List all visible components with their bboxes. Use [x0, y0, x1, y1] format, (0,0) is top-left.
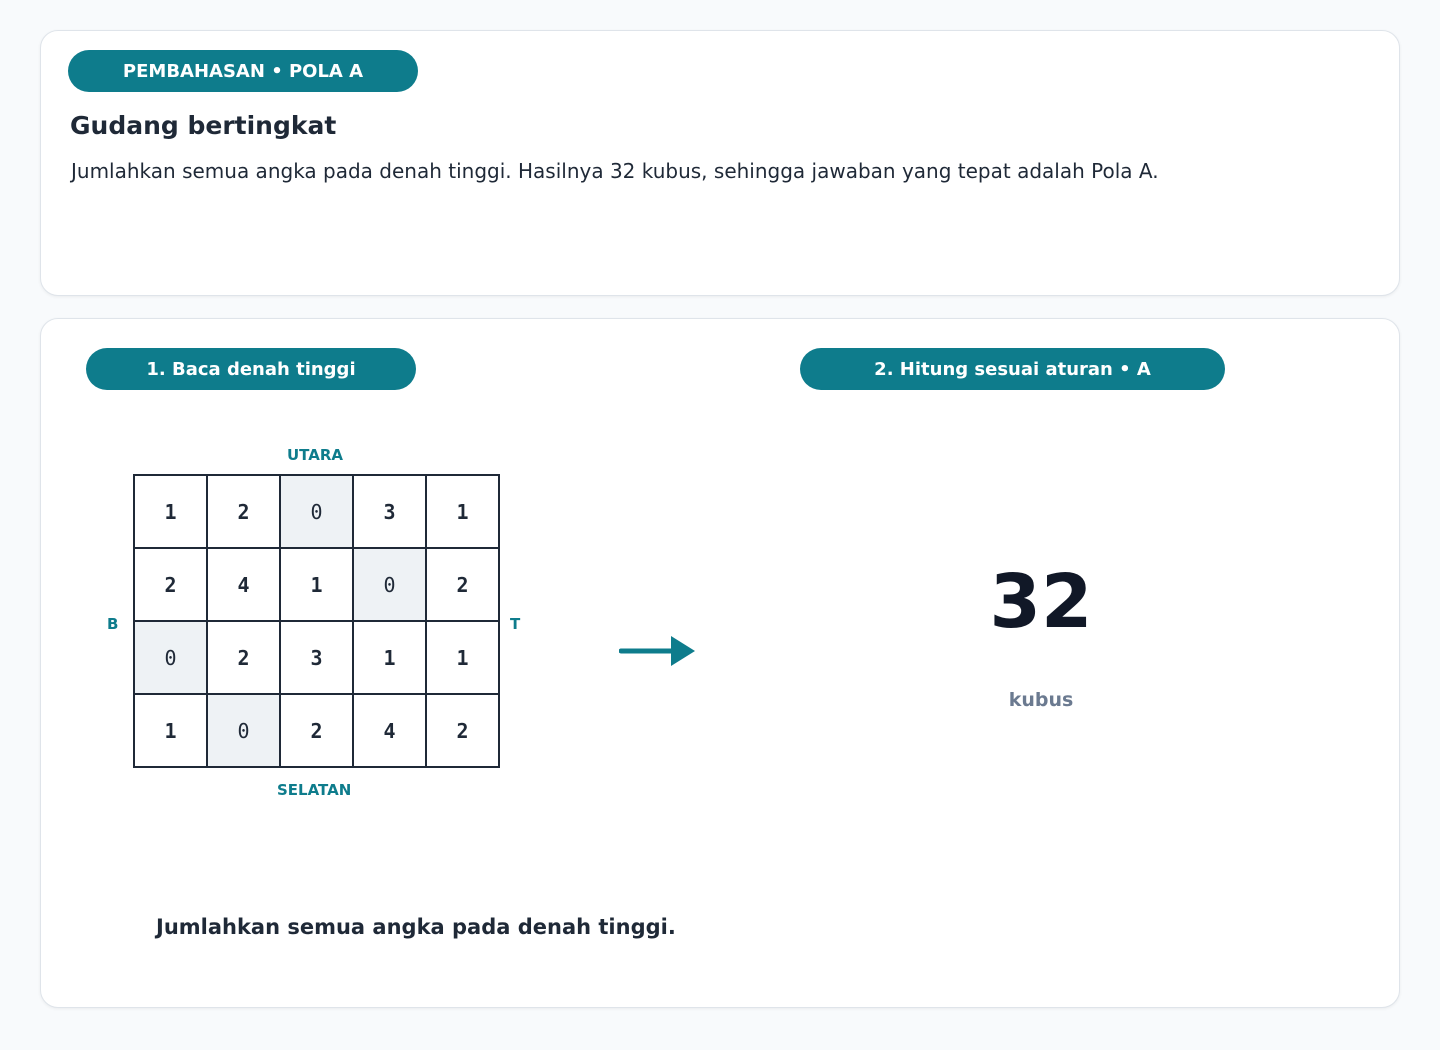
result-value: 32 [989, 559, 1093, 645]
direction-east-label: T [510, 615, 521, 633]
arrow-right-icon [619, 633, 697, 669]
height-cell: 1 [281, 549, 354, 622]
step-2-label: 2. Hitung sesuai aturan • A [800, 348, 1225, 390]
height-cell: 3 [281, 622, 354, 695]
height-cell: 0 [281, 476, 354, 549]
height-cell: 4 [354, 695, 427, 768]
height-cell: 0 [354, 549, 427, 622]
height-cell: 1 [135, 695, 208, 768]
result-unit: kubus [1008, 689, 1074, 711]
height-cell: 1 [427, 476, 500, 549]
direction-south-label: SELATAN [277, 781, 352, 799]
height-cell: 1 [427, 622, 500, 695]
height-cell: 0 [208, 695, 281, 768]
explanation-text: Jumlahkan semua angka pada denah tinggi. Hasilnya 32 kubus, sehingga jawaban yang tepat adalah Pola A. [71, 159, 1159, 183]
height-cell: 2 [281, 695, 354, 768]
height-cell: 3 [354, 476, 427, 549]
height-cell: 2 [427, 695, 500, 768]
height-cell: 1 [135, 476, 208, 549]
height-cell: 0 [135, 622, 208, 695]
height-cell: 2 [208, 622, 281, 695]
direction-west-label: B [107, 615, 119, 633]
height-map-grid [133, 474, 500, 768]
height-cell: 4 [208, 549, 281, 622]
height-cell: 2 [135, 549, 208, 622]
page-title: Gudang bertingkat [70, 111, 337, 140]
step-1-label: 1. Baca denah tinggi [86, 348, 416, 390]
height-cell: 2 [208, 476, 281, 549]
height-cell: 2 [427, 549, 500, 622]
direction-north-label: UTARA [287, 446, 344, 464]
solution-card [40, 318, 1400, 1008]
explanation-badge: PEMBAHASAN • POLA A [68, 50, 418, 92]
explanation-card [40, 30, 1400, 296]
height-cell: 1 [354, 622, 427, 695]
instruction-text: Jumlahkan semua angka pada denah tinggi. [156, 915, 676, 939]
